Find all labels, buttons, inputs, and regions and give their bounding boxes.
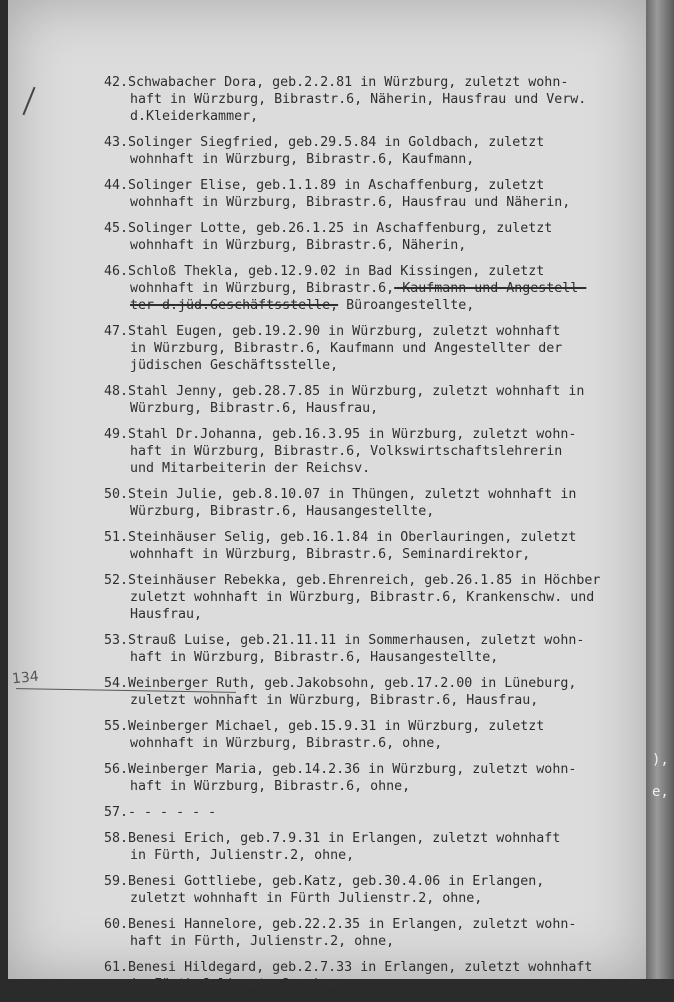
entry-text: - - - - - - bbox=[128, 805, 217, 820]
entry-number: 53. bbox=[104, 633, 129, 648]
list-item bbox=[104, 323, 644, 374]
entry-number: 47. bbox=[104, 324, 129, 339]
list-item bbox=[104, 220, 644, 254]
margin-note: 134 bbox=[11, 668, 40, 688]
list-item bbox=[104, 383, 644, 417]
entry-first-line bbox=[104, 220, 644, 237]
entry-first-line bbox=[104, 804, 644, 821]
entry-first-line bbox=[104, 486, 644, 503]
list-item bbox=[104, 830, 644, 864]
entry-first-line bbox=[104, 830, 644, 847]
entry-number: 52. bbox=[104, 573, 129, 588]
entry-continuation-line: wohnhaft in Würzburg, Bibrastr.6, Näherin, bbox=[130, 238, 467, 253]
entry-text: Benesi Hildegard, geb.2.7.33 in Erlangen, zuletzt wohnhaft bbox=[128, 960, 593, 975]
entry-first-line bbox=[104, 572, 644, 589]
entry-text: Stein Julie, geb.8.10.07 in Thüngen, zuletzt wohnhaft in bbox=[128, 487, 577, 502]
entry-continuation-line: in Fürth, Julienstr.2, ohne, bbox=[130, 848, 355, 863]
entry-continuation-line: in Fürth Julienstr.2, ohne, bbox=[130, 977, 347, 992]
entry-continuation-line: Würzburg, Bibrastr.6, Hausangestellte, bbox=[130, 504, 435, 519]
entry-text: Solinger Lotte, geb.26.1.25 in Aschaffenburg, zuletzt bbox=[128, 221, 553, 236]
inserted-text: Büroangestellte, bbox=[338, 298, 475, 313]
entry-number: 51. bbox=[104, 530, 129, 545]
list-item bbox=[104, 959, 644, 993]
entry-first-line bbox=[104, 916, 644, 933]
entry-number: 43. bbox=[104, 135, 129, 150]
entry-first-line bbox=[104, 134, 644, 151]
entry-number: 42. bbox=[104, 75, 129, 90]
entry-first-line bbox=[104, 718, 644, 735]
entry-number: 48. bbox=[104, 384, 129, 399]
entry-continuation-line: und Mitarbeiterin der Reichsv. bbox=[130, 461, 371, 476]
entry-continuation-line: haft in Würzburg, Bibrastr.6, Näherin, Hausfrau und Verw. bbox=[130, 92, 587, 107]
entry-first-line bbox=[104, 323, 644, 340]
entry-text: Strauß Luise, geb.21.11.11 in Sommerhausen, zuletzt wohn- bbox=[128, 633, 585, 648]
entry-text: Solinger Siegfried, geb.29.5.84 in Goldbach, zuletzt bbox=[128, 135, 545, 150]
side-mark-1: ), bbox=[652, 752, 669, 768]
entry-text: Weinberger Maria, geb.14.2.36 in Würzburg, zuletzt wohn- bbox=[128, 762, 577, 777]
list-item bbox=[104, 873, 644, 907]
entry-continuation-line: wohnhaft in Würzburg, Bibrastr.6, Kaufmann, bbox=[130, 152, 475, 167]
entry-text: Stahl Eugen, geb.19.2.90 in Würzburg, zuletzt wohnhaft bbox=[128, 324, 561, 339]
entry-number: 60. bbox=[104, 917, 129, 932]
entry-first-line bbox=[104, 873, 644, 890]
list-item bbox=[104, 572, 644, 623]
entry-text: Benesi Erich, geb.7.9.31 in Erlangen, zuletzt wohnhaft bbox=[128, 831, 561, 846]
entry-first-line bbox=[104, 761, 644, 778]
entry-continuation-line: wohnhaft in Würzburg, Bibrastr.6, ohne, bbox=[130, 736, 443, 751]
entry-text: Steinhäuser Selig, geb.16.1.84 in Oberlauringen, zuletzt bbox=[128, 530, 577, 545]
entry-number: 56. bbox=[104, 762, 129, 777]
entry-number: 49. bbox=[104, 427, 129, 442]
list-item bbox=[104, 804, 644, 821]
entry-continuation-line: wohnhaft in Würzburg, Bibrastr.6, Seminardirektor, bbox=[130, 547, 531, 562]
side-mark-2: e, bbox=[652, 784, 669, 800]
entry-first-line bbox=[104, 959, 644, 976]
entry-continuation-line: wohnhaft in Würzburg, Bibrastr.6, Hausfrau und Näherin, bbox=[130, 195, 571, 210]
entry-continuation-line: haft in Würzburg, Bibrastr.6, Volkswirtschaftslehrerin bbox=[130, 444, 563, 459]
entry-first-line bbox=[104, 263, 644, 280]
document-text bbox=[104, 74, 644, 1002]
list-item bbox=[104, 761, 644, 795]
list-item bbox=[104, 916, 644, 950]
entry-continuation-line: haft in Würzburg, Bibrastr.6, Hausangestellte, bbox=[130, 650, 499, 665]
entry-first-line bbox=[104, 632, 644, 649]
entry-text: Benesi Hannelore, geb.22.2.35 in Erlangen, zuletzt wohn- bbox=[128, 917, 577, 932]
entry-number: 61. bbox=[104, 960, 129, 975]
entry-text: Stahl Dr.Johanna, geb.16.3.95 in Würzburg, zuletzt wohn- bbox=[128, 427, 577, 442]
list-item bbox=[104, 134, 644, 168]
entry-continuation-line: haft in Fürth, Julienstr.2, ohne, bbox=[130, 934, 395, 949]
entry-continuation-line: zuletzt wohnhaft in Würzburg, Bibrastr.6, Hausfrau, bbox=[130, 693, 539, 708]
entry-number: 45. bbox=[104, 221, 129, 236]
entry-first-line bbox=[104, 177, 644, 194]
entry-number: 44. bbox=[104, 178, 129, 193]
entry-first-line bbox=[104, 74, 644, 91]
entry-text: Stahl Jenny, geb.28.7.85 in Würzburg, zuletzt wohnhaft in bbox=[128, 384, 585, 399]
entry-continuation-line: wohnhaft in Würzburg, Bibrastr.6, Kaufmann und Angestell- bbox=[130, 281, 587, 296]
entry-continuation-line: Hausfrau, bbox=[130, 607, 203, 622]
entry-continuation-line: in Würzburg, Bibrastr.6, Kaufmann und Angestellter der bbox=[130, 341, 563, 356]
entry-first-line bbox=[104, 383, 644, 400]
list-item bbox=[104, 632, 644, 666]
entry-number: 55. bbox=[104, 719, 129, 734]
entry-number: 54. bbox=[104, 676, 129, 691]
list-item bbox=[104, 426, 644, 477]
entry-text: Weinberger Michael, geb.15.9.31 in Würzburg, zuletzt bbox=[128, 719, 545, 734]
entry-number: 50. bbox=[104, 487, 129, 502]
struck-text: Kaufmann und Angestell- bbox=[394, 281, 587, 296]
entry-continuation-line: haft in Würzburg, Bibrastr.6, ohne, bbox=[130, 779, 411, 794]
entry-continuation-line: jüdischen Geschäftsstelle, bbox=[130, 358, 339, 373]
list-item bbox=[104, 74, 644, 125]
entry-number: 59. bbox=[104, 874, 129, 889]
list-item bbox=[104, 529, 644, 563]
entry-number: 58. bbox=[104, 831, 129, 846]
entry-text: Schwabacher Dora, geb.2.2.81 in Würzburg, zuletzt wohn- bbox=[128, 75, 569, 90]
entry-continuation-line: zuletzt wohnhaft in Fürth Julienstr.2, ohne, bbox=[130, 891, 483, 906]
entry-text: Steinhäuser Rebekka, geb.Ehrenreich, geb.26.1.85 in Höchber bbox=[128, 573, 601, 588]
adjacent-page-edge bbox=[646, 0, 674, 979]
entry-text: Solinger Elise, geb.1.1.89 in Aschaffenburg, zuletzt bbox=[128, 178, 545, 193]
entry-text: Schloß Thekla, geb.12.9.02 in Bad Kissingen, zuletzt bbox=[128, 264, 545, 279]
list-item bbox=[104, 718, 644, 752]
entry-continuation-line bbox=[104, 297, 644, 314]
entry-continuation-line: d.Kleiderkammer, bbox=[130, 109, 259, 124]
entry-continuation-line: zuletzt wohnhaft in Würzburg, Bibrastr.6, Krankenschw. und bbox=[130, 590, 595, 605]
list-item bbox=[104, 675, 644, 709]
entry-number: 57. bbox=[104, 805, 129, 820]
entry-text: Weinberger Ruth, geb.Jakobsohn, geb.17.2.00 in Lüneburg, bbox=[128, 676, 577, 691]
entry-first-line bbox=[104, 529, 644, 546]
list-item bbox=[104, 263, 644, 314]
list-item bbox=[104, 177, 644, 211]
entry-first-line bbox=[104, 675, 644, 692]
list-item bbox=[104, 486, 644, 520]
entry-text: Benesi Gottliebe, geb.Katz, geb.30.4.06 in Erlangen, bbox=[128, 874, 545, 889]
struck-text: ter d.jüd.Geschäftsstelle, bbox=[130, 298, 339, 313]
entry-number: 46. bbox=[104, 264, 129, 279]
entry-first-line bbox=[104, 426, 644, 443]
entry-continuation-line: Würzburg, Bibrastr.6, Hausfrau, bbox=[130, 401, 379, 416]
